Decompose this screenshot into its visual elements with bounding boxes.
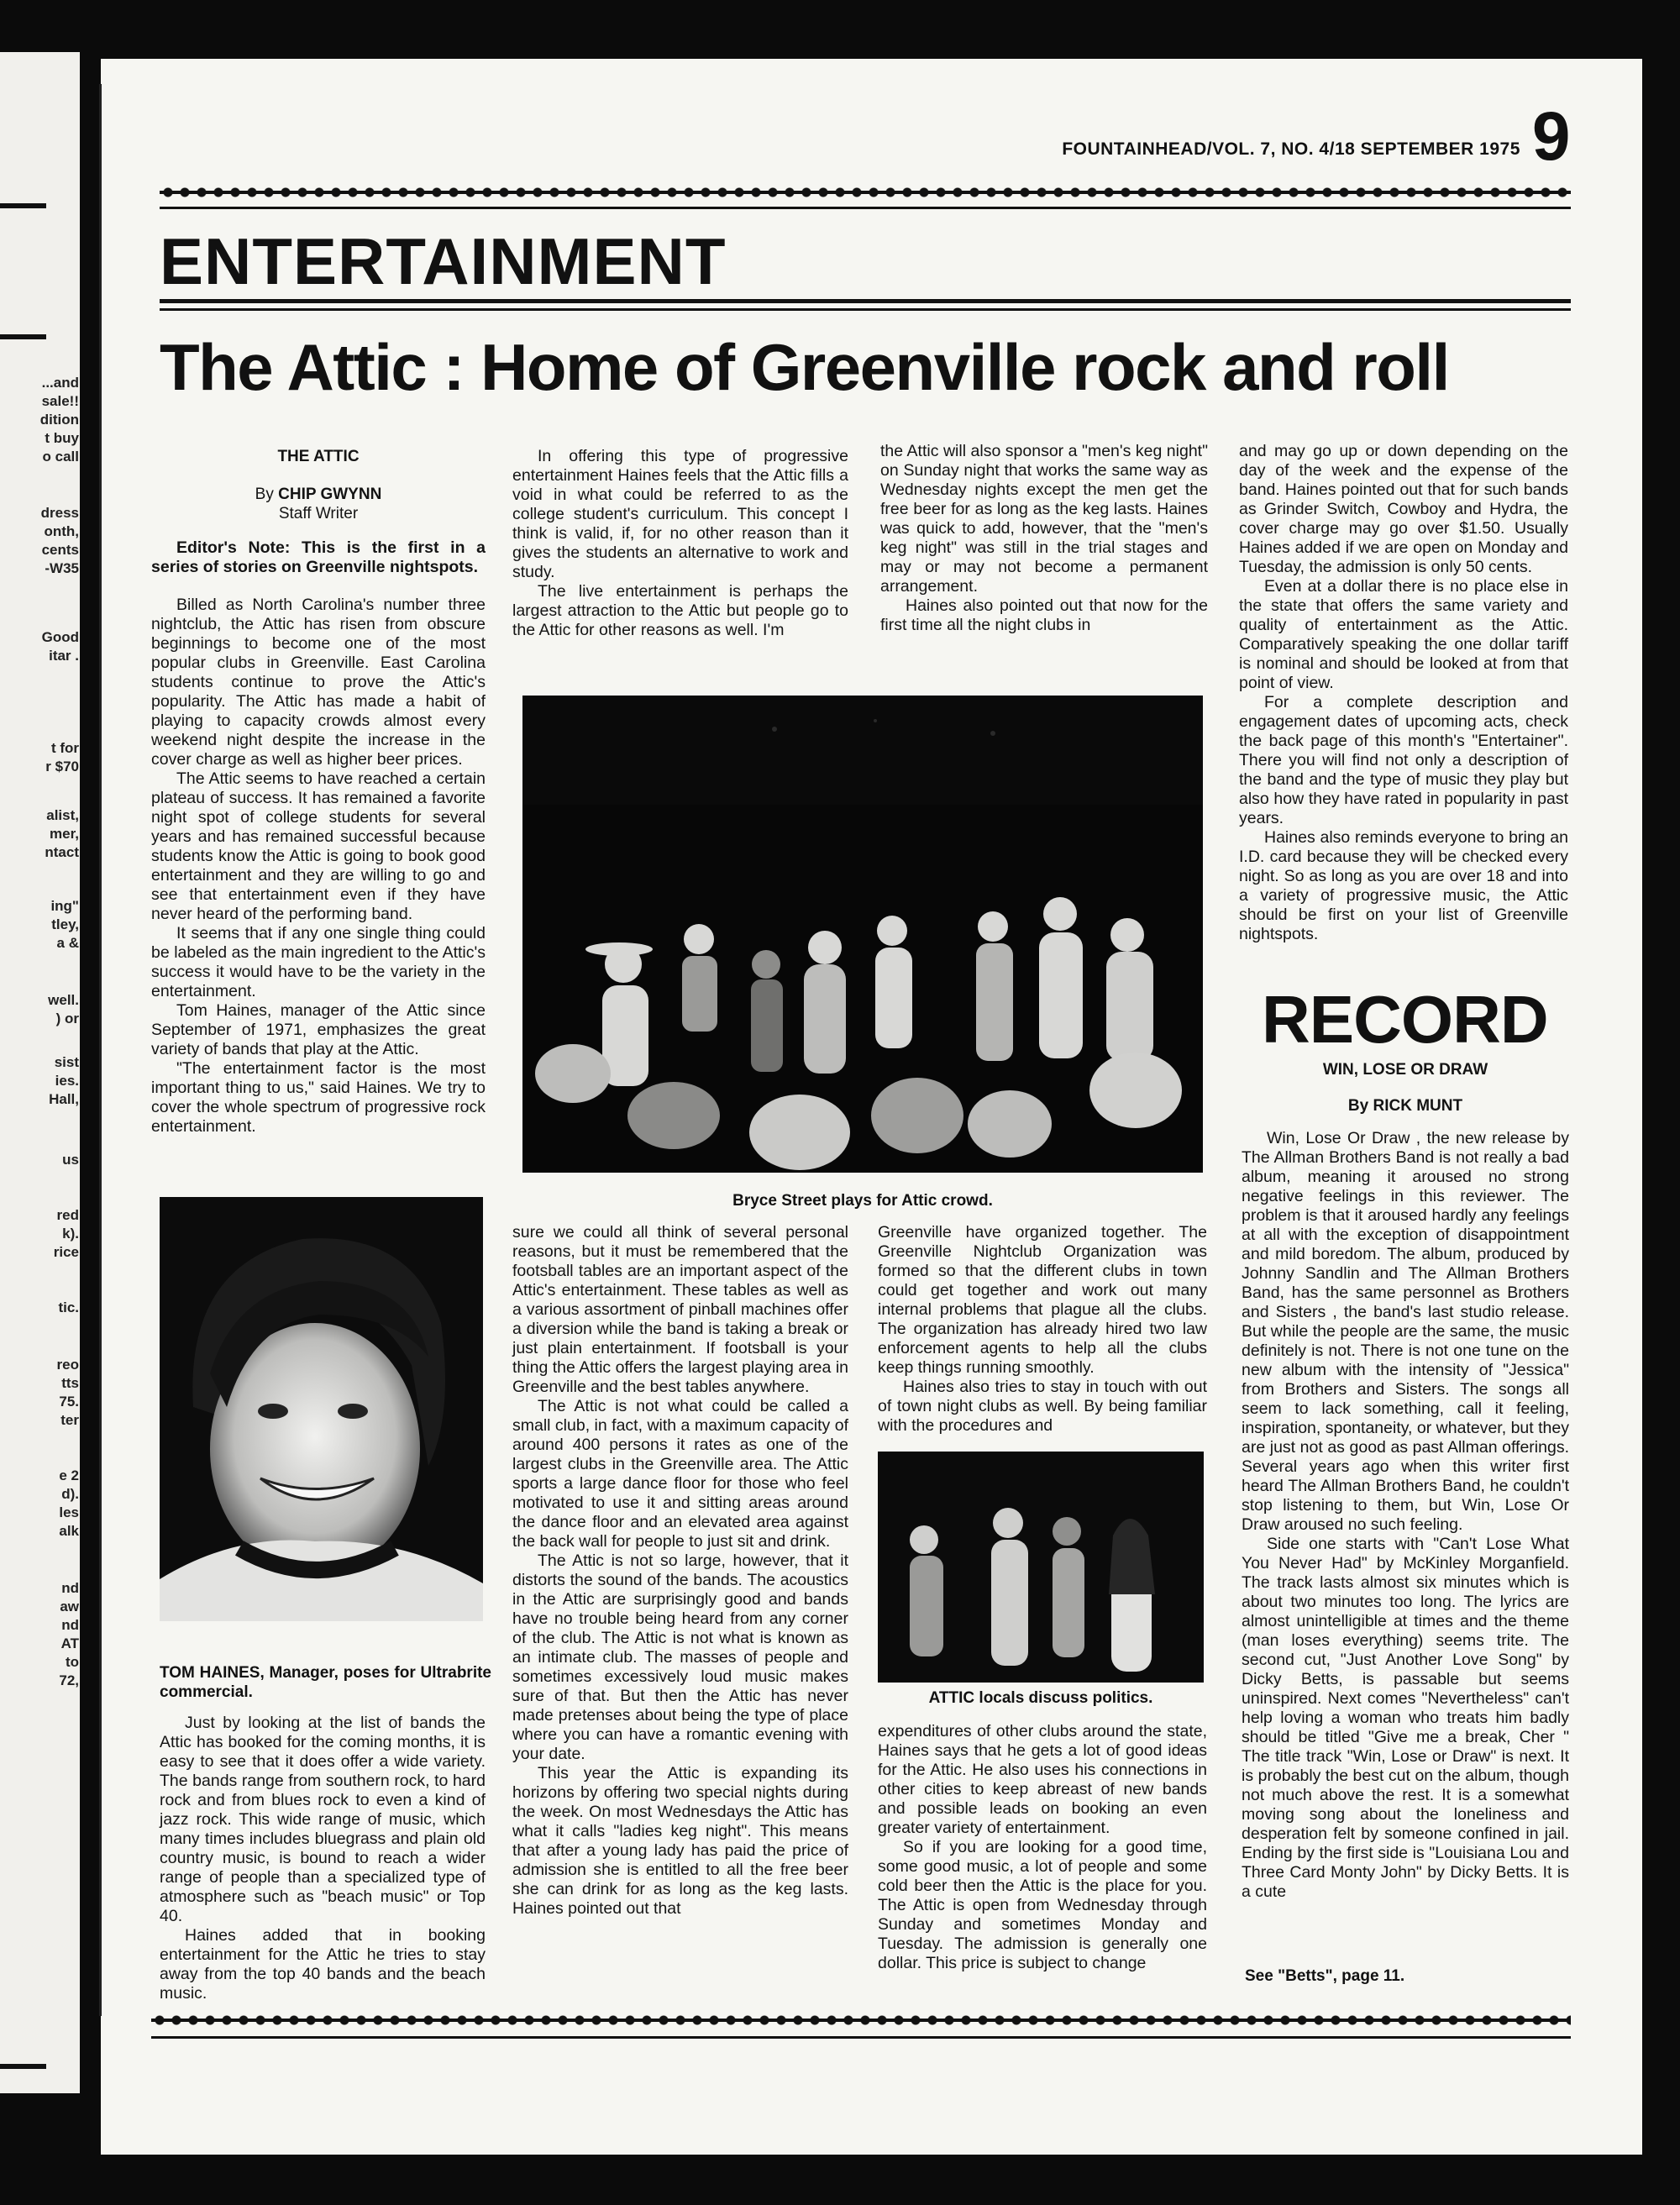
author-role: Staff Writer xyxy=(278,505,359,522)
previous-page-text: nd xyxy=(61,1617,79,1633)
paragraph: Side one starts with "Can't Lose What You Never Had" by McKinley Morganfield. The track lasts almost six minutes which is about two minutes too long. The lyrics are almost unintelligible at times and the theme (man loses everything) seems trite. The second cut, "Just Another Love Song" by Dicky Betts, is passable but seems uninspired. Next comes "Nevertheless" can't help loving a woman who treats him badly should be titled "Give me a break, Cher " The title track "Win, Lose or Draw" is next. It is probably the best cut on the album, though not much above the rest. It is a somewhat moving song about the loneliness and desperation felt by someone confined in jail. Ending by the first side is "Louisiana Lou and Three Card Monty John" by Dicky Betts. It is a cute xyxy=(1242,1535,1569,1901)
record-review xyxy=(1242,1060,1569,1902)
previous-page-text: d). xyxy=(61,1486,79,1502)
previous-page-text: a & xyxy=(56,935,79,951)
previous-page-text: Hall, xyxy=(49,1091,79,1107)
continued-reference: See "Betts", page 11. xyxy=(1245,1967,1405,1985)
previous-page-text: sale!! xyxy=(41,393,79,409)
tom-haines-photo xyxy=(160,1197,483,1621)
previous-page-text: mer, xyxy=(50,826,79,842)
paragraph: For a complete description and engagement dates of upcoming acts, check the back page of this month's "Entertainer". There you will find not only a description of the band and the type of music they play but also how they have rated in popularity in past years. xyxy=(1239,693,1568,827)
record-review-album: WIN, LOSE OR DRAW xyxy=(1322,1061,1488,1079)
previous-page-text: onth, xyxy=(44,523,79,539)
previous-page-text: AT xyxy=(60,1635,79,1651)
previous-page-rule xyxy=(0,203,46,208)
article-byline: By CHIP GWYNN Staff Writer xyxy=(255,486,382,522)
rule-line xyxy=(151,2036,1571,2039)
previous-page-text: dress xyxy=(40,505,79,521)
previous-page-text: ies. xyxy=(55,1073,79,1089)
top-wavy-rule xyxy=(160,186,1571,198)
paragraph: the Attic will also sponsor a "men's keg night" on Sunday night that works the same way as Wednesday nights except the men get the free beer for as long as the keg lasts. Haines was quick to add, however, that the "men's keg night" was still in the trial stages and may or may not become a permanent arrangement. xyxy=(880,442,1208,596)
previous-page-text: r $70 xyxy=(45,759,79,774)
article-column-1 xyxy=(151,447,486,1137)
previous-page-fragment xyxy=(0,52,80,2093)
paragraph: expenditures of other clubs around the state, Haines says that he gets a lot of good ideas for the Attic. He also uses his connections in other cities to keep abreast of new bands and possible leads on booking an even greater variety of entertainment. xyxy=(878,1722,1207,1837)
record-review-byline: By RICK MUNT xyxy=(1347,1097,1463,1115)
previous-page-text: rice xyxy=(53,1244,79,1260)
previous-page-text: nd xyxy=(61,1580,79,1596)
paragraph: Tom Haines, manager of the Attic since September of 1971, emphasizes the great variety of bands that play at the Attic. xyxy=(151,1001,486,1058)
paragraph: sure we could all think of several personal reasons, but it must be remembered that the footsball tables are an important aspect of the Attic's entertainment. These tables as well as a various assortment of pinball machines offer a diversion while the band is taking a break or just plain entertainment. If footsball is your thing the Attic offers the largest playing area in Greenville and the best tables anywhere. xyxy=(512,1223,848,1396)
paragraph: and may go up or down depending on the day of the week and the expense of the band. Haines pointed out that for such bands as Grinder Switch, Cowboy and Hydra, the cover charge may go over $1.50. Usually Haines added if we are open on Monday and Tuesday, the admission is only 50 cents. xyxy=(1239,442,1568,576)
article-column-4 xyxy=(1239,442,1568,944)
previous-page-text: tley, xyxy=(51,916,79,932)
rule-line xyxy=(160,299,1571,303)
paragraph: Win, Lose Or Draw , the new release by The Allman Brothers Band is not really a bad album, meaning it aroused no strong negative feelings in this reviewer. The problem is that it aroused hardly any feelings at all with the exception of disappointment and mild boredom. The album, produced by Johnny Sandlin and The Allman Brothers Band, has the same personnel as Brothers and Sisters , the band's last studio release. But while the people are the same, the music definitely is not. There is not one tune on the new album with the intensity of "Jessica" from Brothers and Sisters. The songs all seem to lack something, call it feeling, inspiration, spontaneity, or whatever, but they are just not as good as past Allman offerings. Several years ago when this writer first heard The Allman Brothers Band, he couldn't stop listening to them, but Win, Lose Or Draw aroused no such feeling. xyxy=(1242,1129,1569,1534)
previous-page-text: dition xyxy=(39,412,79,428)
previous-page-text: t buy xyxy=(45,430,79,446)
previous-page-text: o call xyxy=(42,449,79,465)
article-column-3-bottom xyxy=(878,1223,1207,1436)
locals-photo xyxy=(878,1452,1204,1683)
previous-page-text: 72, xyxy=(59,1672,79,1688)
article-kicker: THE ATTIC xyxy=(277,448,360,465)
crowd-photo xyxy=(522,696,1203,1173)
page-fold-line xyxy=(99,84,102,2016)
previous-page-text: alist, xyxy=(46,807,79,823)
article-paragraphs xyxy=(151,596,486,1137)
paragraph: "The entertainment factor is the most important thing to us," said Haines. We try to cover the whole spectrum of progressive rock entertainment. xyxy=(151,1059,486,1136)
paragraph: Billed as North Carolina's number three nightclub, the Attic has risen from obscure beginnings to become one of the most popular clubs in Greenville. East Carolina students continue to prove the Attic's popularity. The Attic has made a habit of playing to capacity crowds almost every weekend night despite the increase in the cover charge as well as higher beer prices. xyxy=(151,596,486,769)
paragraph: It seems that if any one single thing could be labeled as the main ingredient to the Attic's success it would have to be the variety in the entertainment. xyxy=(151,924,486,1000)
haines-photo-caption: TOM HAINES, Manager, poses for Ultrabrite commercial. xyxy=(160,1664,491,1701)
page-number: 9 xyxy=(1531,98,1571,175)
paragraph: The Attic is not what could be called a small club, in fact, with a maximum capacity of around 400 persons it rates as one of the largest clubs in the Greenville area. The Attic sports a large dance floor for those who feel motivated to use it and sitting areas around the dance floor and an elevated area against the back wall for people to just sit and drink. xyxy=(512,1397,848,1551)
article-column-2-top xyxy=(512,447,848,640)
paragraph: Haines also reminds everyone to bring an I.D. card because they will be checked every night. So as long as you are over 18 and into a variety of progressive music, the Attic should be first on your list of Greenville nightspots. xyxy=(1239,828,1568,943)
record-section-title: RECORD xyxy=(1262,982,1548,1057)
article-column-2-bottom xyxy=(512,1223,848,1919)
crowd-photo-caption: Bryce Street plays for Attic crowd. xyxy=(732,1192,993,1210)
previous-page-text: sist xyxy=(54,1054,79,1070)
paragraph: Haines also tries to stay in touch with out of town night clubs as well. By being familiar with the procedures and xyxy=(878,1378,1207,1435)
paragraph: Just by looking at the list of bands the Attic has booked for the coming months, it is easy to see that it does offer a wide variety. The bands range from southern rock, to hard rock and from blues rock to even a kind of jazz rock. This wide range of music, which many times includes bluegrass and plain old country music, is bound to reach a wider range of people than a specialized type of atmosphere such as "beach music" or Top 40. xyxy=(160,1714,486,1925)
previous-page-text: aw xyxy=(60,1599,79,1614)
previous-page-text: les xyxy=(59,1504,79,1520)
masthead-text: FOUNTAINHEAD/VOL. 7, NO. 4/18 SEPTEMBER 1975 xyxy=(1062,139,1520,159)
previous-page-text: ntact xyxy=(45,844,79,860)
previous-page-text: tts xyxy=(61,1375,79,1391)
previous-page-text: to xyxy=(65,1654,79,1670)
paragraph: The Attic is not so large, however, that it distorts the sound of the bands. The acoustics in the Attic are surprisingly good and bands have no trouble being heard from any corner of the club. The Attic is not what is known as an intimate club. The masses of people and sometimes excessively loud music makes sure of that. But then the Attic has never made pretenses about being the type of place where you can have a romantic evening with your date. xyxy=(512,1551,848,1763)
previous-page-text: alk xyxy=(59,1523,79,1539)
paragraph: Even at a dollar there is no place else in the state that offers the same variety and quality of entertainment as the Attic. Comparatively speaking the one dollar tariff is nominal and should be looked at from that point of view. xyxy=(1239,577,1568,692)
previous-page-text: k). xyxy=(62,1226,79,1242)
headline: The Attic : Home of Greenville rock and roll xyxy=(160,330,1449,404)
paragraph: In offering this type of progressive entertainment Haines feels that the Attic fills a void in what could be referred to as the college student's curriculum. This concept I think is valid, if, for no other reason than it gives the students an alternative to work and study. xyxy=(512,447,848,581)
previous-page-text: ...and xyxy=(41,375,79,391)
previous-page-text: red xyxy=(56,1207,79,1223)
paragraph: This year the Attic is expanding its horizons by offering two special nights during the week. On most Wednesdays the Attic has what it calls "ladies keg night". This means that after a young lady has paid the price of admission she is entitled to all the free beer she can drink for as long as the keg lasts. Haines pointed out that xyxy=(512,1764,848,1918)
previous-page-rule xyxy=(0,2064,46,2069)
bottom-wavy-rule xyxy=(151,2014,1571,2026)
paragraph: So if you are looking for a good time, some good music, a lot of people and some cold beer then the Attic is the place for you. The Attic is open from Wednesday through Sunday and sometimes Monday and Tuesday. The admission is generally one dollar. This price is subject to change xyxy=(878,1838,1207,1972)
previous-page-text: itar . xyxy=(49,648,79,664)
previous-page-text: reo xyxy=(56,1357,79,1373)
previous-page-text: 75. xyxy=(59,1394,79,1410)
rule-line xyxy=(160,308,1571,311)
paragraph: Greenville have organized together. The Greenville Nightclub Organization was formed so that the different clubs in town could get together and work out many internal problems that plague all the clubs. The organization has already hired two law enforcement agents to help all the clubs keep things running smoothly. xyxy=(878,1223,1207,1377)
locals-photo-caption: ATTIC locals discuss politics. xyxy=(928,1689,1153,1707)
previous-page-rule xyxy=(0,334,46,339)
previous-page-text: ing" xyxy=(50,898,79,914)
previous-page-text: Good xyxy=(41,629,79,645)
paragraph: The live entertainment is perhaps the largest attraction to the Attic but people go to the Attic for other reasons as well. I'm xyxy=(512,582,848,639)
article-column-3-end xyxy=(878,1722,1207,1973)
paragraph: Haines also pointed out that now for the first time all the night clubs in xyxy=(880,596,1208,634)
previous-page-text: tic. xyxy=(58,1299,79,1315)
author-name: CHIP GWYNN xyxy=(278,486,382,503)
previous-page-text: t for xyxy=(50,740,79,756)
previous-page-text: e 2 xyxy=(59,1467,79,1483)
previous-page-text: us xyxy=(62,1152,79,1168)
previous-page-text: ) or xyxy=(55,1011,79,1026)
section-title: ENTERTAINMENT xyxy=(160,224,727,298)
editors-note: Editor's Note: This is the first in a series of stories on Greenville nightspots. xyxy=(151,538,486,576)
article-column-3-top xyxy=(880,442,1208,635)
rule-line xyxy=(160,207,1571,209)
previous-page-text: well. xyxy=(48,992,79,1008)
paragraph: The Attic seems to have reached a certain plateau of success. It has remained a favorite night spot of college students for several years and has remained successful because students know the Attic is going to book good entertainment and they are willing to go and see that entertainment even if they have never heard of the performing band. xyxy=(151,769,486,923)
article-column-1-bottom xyxy=(160,1714,486,2003)
paragraph: Haines added that in booking entertainment for the Attic he tries to stay away from the top 40 bands and the beach music. xyxy=(160,1926,486,2003)
previous-page-text: cents xyxy=(41,542,79,558)
previous-page-text: ter xyxy=(60,1412,79,1428)
previous-page-text: -W35 xyxy=(45,560,79,576)
masthead xyxy=(815,98,1571,175)
